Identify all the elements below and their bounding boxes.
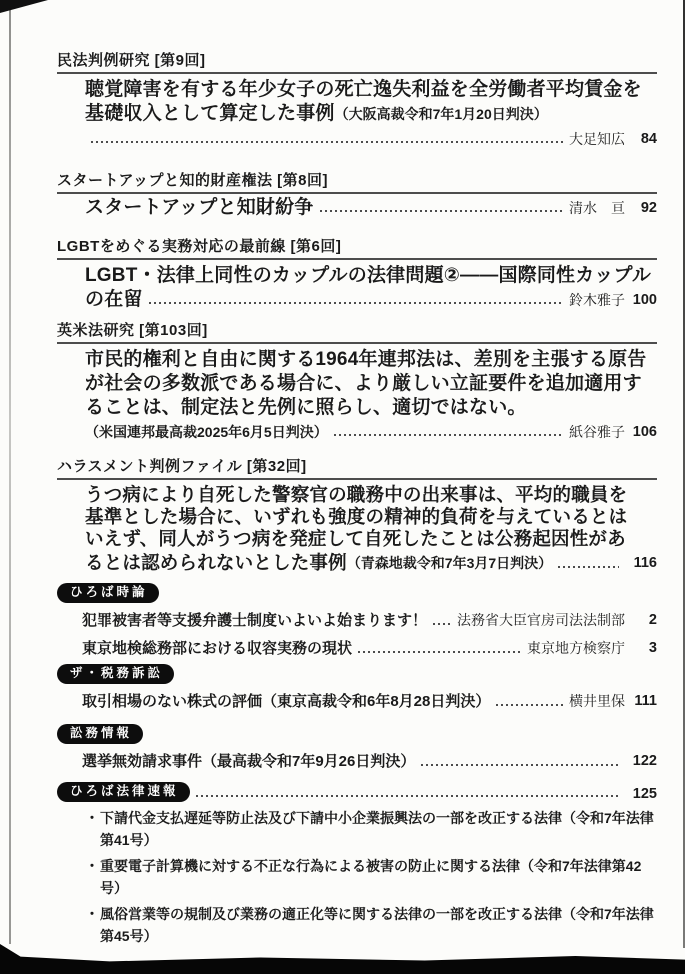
badge-row <box>57 583 657 603</box>
toc-group-tax-litigation <box>57 664 657 712</box>
bullet-marker: ・ <box>85 858 99 874</box>
article-title-text: るとは認められないとした事例 <box>85 552 347 573</box>
author-name: 清水 亘 <box>569 200 625 216</box>
toc-entry <box>57 638 657 659</box>
article-title-text: スタートアップと知財紛争 <box>85 197 314 218</box>
toc-group-hiroba-sokuho <box>57 782 657 951</box>
article-title-text: 選挙無効請求事件（最高裁令和7年9月26日判決） <box>82 753 416 770</box>
article-title-line: 基準とした場合に、いずれも強度の精神的負荷を与えているとは <box>85 506 628 527</box>
author-name: 法務省大臣官房司法法制部 <box>457 612 625 628</box>
dot-leader <box>433 623 451 625</box>
page-number: 111 <box>634 693 657 709</box>
article-title-text: 基礎収入として算定した事例 <box>85 103 335 124</box>
page-left-edge-line <box>9 0 11 944</box>
article-title-line: ることは、制定法と先例に照らし、適切ではない。 <box>85 397 527 418</box>
toc-entry-leader <box>57 552 657 574</box>
toc-entry-leader <box>57 290 657 310</box>
article-title-line: 聴覚障害を有する年少女子の死亡逸失利益を全労働者平均賃金を <box>85 79 642 100</box>
article-title-line: 市民的権利と自由に関する1964年連邦法は、差別を主張する原告 <box>85 349 647 370</box>
author-name: 鈴木雅子 <box>569 292 625 308</box>
dot-leader <box>91 141 563 143</box>
author-name: 東京地方検察庁 <box>527 640 625 656</box>
article-title-text: 取引相場のない株式の評価（東京高裁令和6年8月28日判決） <box>82 693 491 710</box>
dot-leader <box>558 566 619 568</box>
page-number: 2 <box>648 612 657 628</box>
list-item <box>85 903 657 947</box>
author-name: 横井里保 <box>569 693 625 709</box>
article-title-line: うつ病により自死した警察官の職務中の出来事は、平均的職員を <box>85 484 628 505</box>
article-title-text: 犯罪被害者等支援弁護士制度いよいよ始まります！ <box>82 612 428 629</box>
law-title: 重要電子計算機に対する不正な行為による被害の防止に関する法律（令和7年法律第42号） <box>100 858 642 896</box>
page-number: 92 <box>640 200 657 216</box>
dot-leader <box>421 764 619 766</box>
author-name: 大足知広 <box>569 131 625 147</box>
badge-row <box>57 724 657 744</box>
bullet-marker: ・ <box>85 810 99 826</box>
section-heading: 民法判例研究 [第9回] <box>57 52 657 74</box>
dot-leader <box>320 210 563 212</box>
badge-row <box>57 782 657 802</box>
article-title-line: LGBT・法律上同性のカップルの法律問題②——国際同性カップル <box>85 265 652 286</box>
page-number: 84 <box>640 131 657 147</box>
page-number: 106 <box>632 424 657 440</box>
law-title: 下請代金支払遅延等防止法及び下請中小企業振興法の一部を改正する法律（令和7年法律第41号） <box>100 810 654 848</box>
page-number: 125 <box>632 786 657 802</box>
dot-leader <box>358 651 521 653</box>
toc-group-hiroba-jiron <box>57 583 657 659</box>
page-number: 100 <box>632 292 657 308</box>
article-title-text: 東京地検総務部における収容実務の現状 <box>82 640 353 657</box>
page-left-edge <box>0 0 14 946</box>
article-title-line: が社会の多数派である場合に、より厳しい立証要件を追加適用す <box>85 373 642 394</box>
article-title-line <box>57 102 657 127</box>
toc-entry-leader <box>57 129 657 149</box>
page-number: 116 <box>633 555 657 571</box>
list-item <box>85 855 657 899</box>
toc-section-civil-law <box>57 52 657 149</box>
page-number: 122 <box>632 753 657 769</box>
law-title: 風俗営業等の規制及び業務の適正化等に関する法律の一部を改正する法律（令和7年法律第45号） <box>100 906 654 944</box>
law-bulletin-list <box>57 807 657 947</box>
section-heading: LGBTをめぐる実務対応の最前線 [第6回] <box>57 238 657 260</box>
author-name: 紙谷雅子 <box>569 424 625 440</box>
toc-entry <box>57 198 657 218</box>
toc-section-harassment <box>57 458 657 574</box>
section-heading: ハラスメント判例ファイル [第32回] <box>57 458 657 480</box>
badge-row <box>57 664 657 684</box>
judgment-note: （青森地裁令和7年3月7日判決） <box>346 555 553 571</box>
toc-section-anglo-american-law <box>57 322 657 442</box>
toc-entry <box>57 691 657 712</box>
judgment-note: （米国連邦最高裁2025年6月5日判決） <box>85 424 328 440</box>
section-heading: スタートアップと知的財産権法 [第8回] <box>57 172 657 194</box>
toc-section-lgbt <box>57 238 657 310</box>
judgment-note: （大阪高裁令和7年1月20日判決） <box>334 106 548 122</box>
dot-leader <box>496 704 563 706</box>
article-title-line: いえず、同人がうつ病を発症して自死したことは公務起因性があ <box>85 528 626 549</box>
page-number: 3 <box>648 640 657 656</box>
toc-group-shomu-joho <box>57 724 657 772</box>
section-badge: ひろば時論 <box>57 583 159 603</box>
dot-leader <box>196 795 619 797</box>
toc-section-startup <box>57 172 657 218</box>
toc-entry <box>57 610 657 631</box>
section-badge: ザ・税務訴訟 <box>57 664 174 684</box>
dot-leader <box>149 302 563 304</box>
section-badge: 訟務情報 <box>57 724 143 744</box>
toc-entry-leader <box>57 422 657 442</box>
toc-entry <box>57 751 657 772</box>
article-title-text: の在留 <box>85 289 143 310</box>
section-heading: 英米法研究 [第103回] <box>57 322 657 344</box>
section-badge: ひろば法律速報 <box>57 782 190 802</box>
list-item <box>85 807 657 851</box>
dot-leader <box>334 434 563 436</box>
bullet-marker: ・ <box>85 906 99 922</box>
